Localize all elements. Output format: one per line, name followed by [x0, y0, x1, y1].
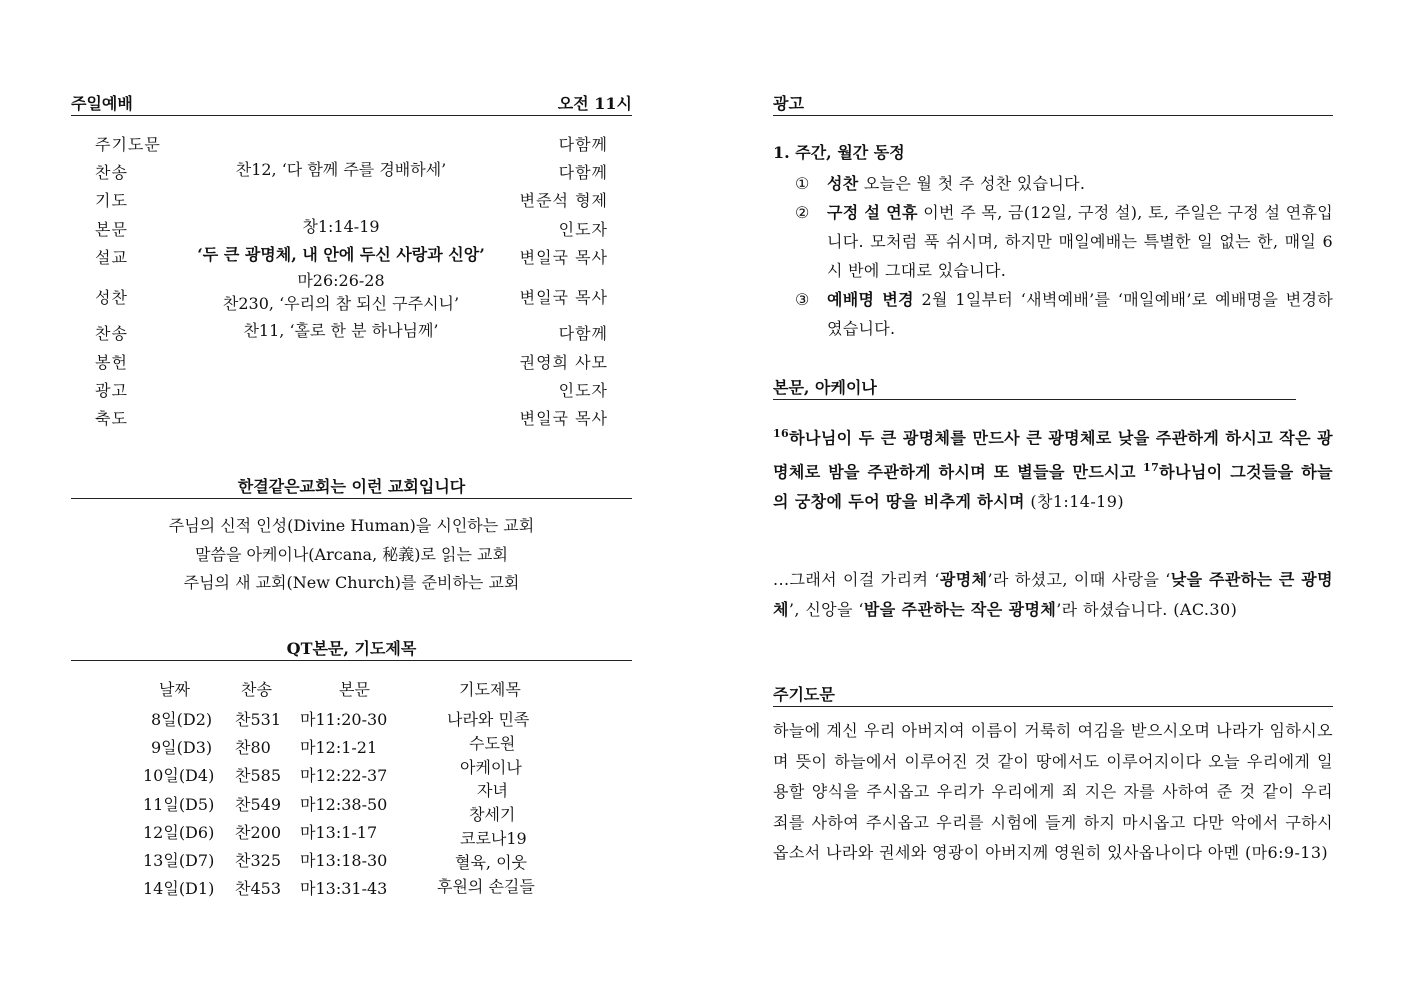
ad-head: 예배명 변경 [827, 290, 914, 309]
verse-number: 17 [1143, 460, 1160, 474]
qt-title: QT본문, 기도제목 [286, 639, 417, 658]
order-row [71, 213, 632, 241]
order-label: 주기도문 [95, 135, 161, 154]
qt-date: 14일(D1) [143, 879, 215, 898]
prayer-header [773, 685, 1333, 707]
ad-item [795, 198, 1333, 285]
qt-prayer: 나라와 민족 [447, 710, 530, 729]
order-leader: 다함께 [558, 135, 608, 154]
qt-header [71, 639, 632, 661]
ad-item [795, 285, 1333, 343]
order-leader: 변일국 목사 [519, 409, 608, 428]
order-row [71, 374, 632, 402]
arcana-part: ’라 하셨고, 이때 사랑을 ‘ [987, 570, 1171, 589]
order-label: 기도 [95, 191, 128, 210]
order-row [71, 156, 632, 184]
order-row [71, 402, 632, 430]
qt-date: 12일(D6) [143, 823, 215, 842]
qt-text: 마12:38-50 [300, 795, 388, 814]
motto-line: 말씀을 아케이나(Arcana, 秘義)로 읽는 교회 [195, 544, 508, 564]
ad-number: ② [795, 203, 810, 222]
ad-number: ① [795, 174, 810, 193]
order-leader: 권영희 사모 [519, 353, 608, 372]
order-content: 찬12, ‘다 함께 주를 경배하세’ [235, 160, 447, 179]
qt-prayer: 자녀 [477, 781, 508, 800]
arcana-part: ’라 하셨습니다. (AC.30) [1056, 599, 1238, 619]
qt-hymn: 찬80 [235, 738, 271, 757]
qt-hymn: 찬549 [235, 795, 281, 814]
order-label: 성찬 [95, 288, 128, 307]
verse-number: 16 [773, 427, 790, 440]
church-title: 한결같은교회는 이런 교회입니다 [237, 477, 466, 496]
ad-head: 구정 설 연휴 [827, 203, 918, 222]
arcana-part: ...그래서 이걸 가리켜 ‘ [773, 570, 940, 589]
order-label: 본문 [95, 220, 128, 239]
arcana-bold: 광명체 [939, 570, 988, 589]
qt-prayer: 코로나19 [460, 829, 527, 848]
qt-hymn: 찬585 [235, 766, 281, 785]
order-label: 봉헌 [95, 353, 128, 372]
order-leader: 다함께 [558, 324, 608, 343]
arcana-bold: 밤을 주관하는 작은 광명체 [863, 599, 1057, 619]
qt-prayer: 후원의 손길들 [437, 877, 535, 896]
qt-text: 마13:31-43 [300, 879, 388, 898]
sermon-title: ‘두 큰 광명체, 내 안에 두신 사랑과 신앙’ [197, 245, 485, 264]
qt-hymn: 찬453 [235, 879, 281, 898]
qt-prayer: 창세기 [469, 805, 516, 824]
qt-hymn: 찬325 [235, 851, 281, 870]
qt-col-hymn: 찬송 [241, 680, 272, 699]
scripture-text [773, 419, 1333, 516]
lords-prayer: 하늘에 계신 우리 아버지여 이름이 거룩히 여김을 받으시오며 나라가 임하시오며 뜻이 하늘에서 이루어진 것 같이 땅에서도 이루어지이다 오늘 우리에게 일용할 양식을 주시옵고 우리가 우리에게 죄 지은 자를 사하여 준 것 같이 우리 죄를 사하여 주시옵고 우리를 시험에 들게 하지 마시옵고 다만 악에서 구하시옵소서 나라와 권세와 영광이 아버지께 영원히 있사옵나이다 아멘 (마6:9-13) [773, 721, 1333, 862]
order-content: 마26:26-28 [297, 271, 385, 290]
order-leader: 다함께 [558, 163, 608, 182]
order-content: 찬230, ‘우리의 참 되신 구주시니’ [222, 294, 460, 313]
ad-item [795, 169, 1333, 198]
motto-line: 주님의 새 교회(New Church)를 준비하는 교회 [183, 573, 520, 592]
qt-text: 마13:1-17 [300, 823, 378, 842]
qt-col-text: 본문 [339, 680, 370, 699]
service-title: 주일예배 [71, 94, 133, 113]
arcana-text [773, 565, 1333, 624]
scripture-title: 본문, 아케이나 [773, 378, 877, 397]
qt-date: 9일(D3) [151, 738, 213, 757]
verse-text: 하나님이 두 큰 광명체를 만드사 큰 광명체로 낮을 주관하게 하시고 작은 광명체로 밤을 주관하게 하시며 또 별들을 만드시고 [773, 428, 1333, 482]
order-row [71, 317, 632, 345]
order-leader: 변일국 목사 [519, 288, 608, 307]
motto-line: 주님의 신적 인성(Divine Human)을 시인하는 교회 [168, 516, 535, 535]
order-leader: 변일국 목사 [519, 248, 608, 267]
qt-text: 마13:18-30 [300, 851, 388, 870]
qt-date: 8일(D2) [151, 710, 213, 729]
qt-col-date: 날짜 [159, 680, 190, 699]
order-label: 설교 [95, 248, 128, 267]
qt-date: 11일(D5) [143, 795, 215, 814]
ads-title: 광고 [773, 94, 804, 113]
order-content: 창1:14-19 [302, 217, 380, 236]
order-content: 찬11, ‘홀로 한 분 하나님께’ [243, 321, 439, 340]
ad-text: 2월 1일부터 ‘새벽예배’를 ‘매일예배’로 예배명을 변경하였습니다. [827, 290, 1333, 338]
ad-head: 성찬 [827, 174, 859, 193]
service-header [71, 94, 632, 116]
qt-hymn: 찬200 [235, 823, 281, 842]
service-time: 오전 11시 [557, 94, 632, 113]
qt-text: 마12:22-37 [300, 766, 388, 785]
order-row [71, 346, 632, 374]
order-leader: 변준석 형제 [519, 191, 608, 210]
order-row [71, 128, 632, 156]
qt-prayer: 수도원 [469, 734, 516, 753]
scripture-header [773, 378, 1296, 400]
prayer-title: 주기도문 [773, 685, 835, 704]
verse-text: 하나님이 그것들을 하늘의 궁창에 두어 땅을 비추게 하시며 [773, 462, 1333, 511]
arcana-bold: 낮을 주관하는 큰 광명체 [773, 570, 1333, 619]
ad-number: ③ [795, 290, 810, 309]
qt-text: 마12:1-21 [300, 738, 378, 757]
qt-date: 13일(D7) [143, 851, 215, 870]
order-row [71, 241, 632, 269]
order-row [71, 271, 632, 319]
order-label: 찬송 [95, 163, 128, 182]
order-leader: 인도자 [558, 381, 608, 400]
qt-date: 10일(D4) [143, 766, 215, 785]
order-label: 축도 [95, 409, 128, 428]
qt-prayer: 아케이나 [460, 758, 522, 777]
ads-header [773, 94, 1333, 116]
ad-text: 이번 주 목, 금(12일, 구정 설), 토, 주일은 구정 설 연휴입니다. 모처럼 푹 쉬시며, 하지만 매일예배는 특별한 일 없는 한, 매일 6시 반에 그대로 있습니다. [827, 203, 1333, 280]
order-label: 광고 [95, 381, 128, 400]
arcana-part: ’, 신앙을 ‘ [788, 599, 864, 619]
order-label: 찬송 [95, 324, 128, 343]
church-header [71, 477, 632, 499]
ads-subtitle: 1. 주간, 월간 동정 [773, 143, 905, 162]
order-row [71, 184, 632, 212]
qt-prayer: 혈육, 이웃 [455, 853, 527, 872]
ad-text: 오늘은 월 첫 주 성찬 있습니다. [858, 174, 1086, 193]
qt-col-prayer: 기도제목 [459, 680, 521, 699]
church-motto [71, 512, 632, 598]
qt-hymn: 찬531 [235, 710, 281, 729]
order-leader: 인도자 [558, 220, 608, 239]
qt-text: 마11:20-30 [300, 710, 388, 729]
scripture-ref: (창1:14-19) [1024, 491, 1124, 511]
